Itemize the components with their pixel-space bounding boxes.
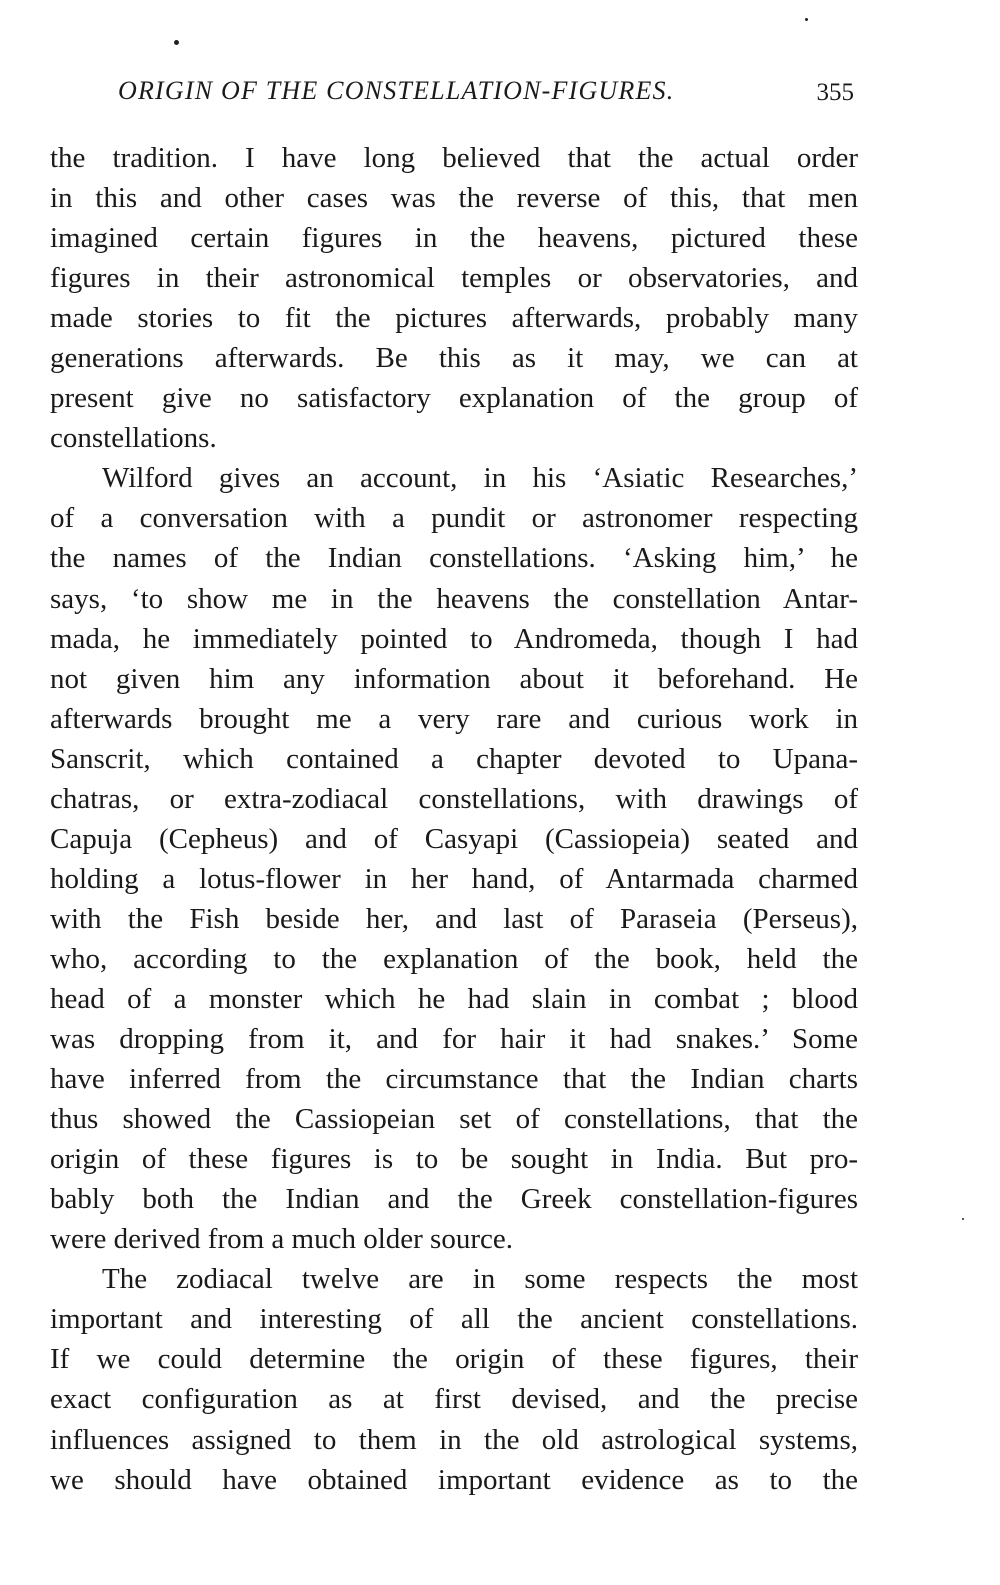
page-header [50,76,858,116]
text-line: generations afterwards. Be this as it may, we can at [50,342,858,375]
text-line: the tradition. I have long believed that the actual order [50,142,858,174]
text-line: present give no satisfactory explanation of the group of [50,382,858,415]
text-line: mada, he immediately pointed to Andromeda, though I had [50,622,858,655]
text-line: influences assigned to them in the old astrological systems, [50,1423,858,1456]
text-line: origin of these figures is to be sought in India. But pro- [50,1143,858,1176]
print-speck [174,40,179,45]
print-speck [962,1218,964,1220]
text-line: in this and other cases was the reverse of this, that men [50,182,858,215]
text-line: made stories to fit the pictures afterwards, probably many [50,302,858,335]
page-number: 355 [816,79,854,106]
text-line: the names of the Indian constellations. ‘Asking him,’ he [50,542,858,575]
text-line: figures in their astronomical temples or observatories, and [50,262,858,295]
text-line: chatras, or extra-zodiacal constellations, with drawings of [50,782,858,815]
text-line: head of a monster which he had slain in combat ; blood [50,982,858,1015]
text-line: with the Fish beside her, and last of Paraseia (Perseus), [50,902,858,935]
text-line: If we could determine the origin of these figures, their [50,1343,858,1376]
text-line: imagined certain figures in the heavens, pictured these [50,222,858,255]
running-title: ORIGIN OF THE CONSTELLATION-FIGURES. [118,76,675,105]
paragraph-1 [50,138,858,458]
paragraph-2 [50,458,858,1259]
text-line: Sanscrit, which contained a chapter devoted to Upana- [50,742,858,775]
print-speck [805,18,808,21]
text-line: Capuja (Cepheus) and of Casyapi (Cassiopeia) seated and [50,822,858,855]
text-line: we should have obtained important evidence as to the [50,1463,858,1496]
text-line: says, ‘to show me in the heavens the constellation Antar- [50,582,858,615]
text-line: was dropping from it, and for hair it had snakes.’ Some [50,1023,858,1056]
text-line: have inferred from the circumstance that the Indian charts [50,1063,858,1096]
text-line: not given him any information about it beforehand. He [50,662,858,695]
text-line: holding a lotus-flower in her hand, of Antarmada charmed [50,862,858,895]
text-line: bably both the Indian and the Greek constellation-figures [50,1183,858,1216]
text-line: exact configuration as at first devised, and the precise [50,1383,858,1416]
text-line: were derived from a much older source. [50,1223,513,1256]
text-line: of a conversation with a pundit or astronomer respecting [50,502,858,535]
paragraph-3 [50,1259,858,1499]
text-line: thus showed the Cassiopeian set of constellations, that the [50,1103,858,1136]
text-line: constellations. [50,422,217,455]
text-line: afterwards brought me a very rare and curious work in [50,702,858,735]
text-line: Wilford gives an account, in his ‘Asiatic Researches,’ [102,462,858,495]
text-line: The zodiacal twelve are in some respects the most [102,1263,858,1296]
body-text [50,138,858,1500]
text-line: important and interesting of all the ancient constellations. [50,1303,858,1336]
text-line: who, according to the explanation of the book, held the [50,942,858,975]
